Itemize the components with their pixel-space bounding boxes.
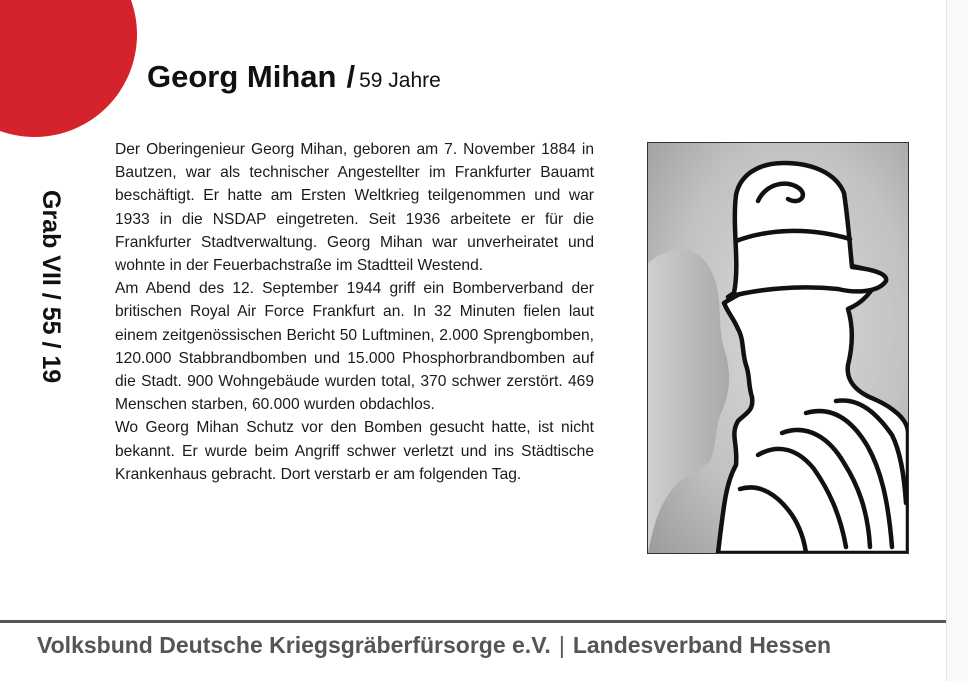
biography-paragraph: Der Oberingenieur Georg Mihan, geboren am 7. November 1884 in Bautzen, war als technischer Angestellter im Frankfurter Bauamt beschäftigt. Er hatte am Ersten Weltkrieg teilgenommen und war 1933 in die NSDAP eingetreten. Seit 1936 arbeitete er für die Frankfurter Stadtverwaltung. Georg Mihan war unverheiratet und wohnte in der Feuerbachstraße im Stadtteil Westend.	[115, 141, 594, 275]
title-separator: /	[346, 59, 356, 94]
footer-rule	[0, 620, 946, 623]
red-circle-decoration	[0, 0, 137, 137]
silhouette-hat-illustration-icon	[648, 143, 908, 553]
grave-label: Grab VII / 55 / 19	[37, 190, 65, 384]
footer	[37, 632, 831, 659]
person-age: 59 Jahre	[359, 69, 441, 92]
portrait-illustration	[647, 142, 909, 554]
biography-paragraph: Wo Georg Mihan Schutz vor den Bomben gesucht hatte, ist nicht bekannt. Er wurde beim Angriff schwer verletzt und ins Städtische Krankenhaus gebracht. Dort verstarb er am folgenden Tag.	[115, 419, 594, 483]
person-name: Georg Mihan	[147, 59, 337, 94]
footer-divider: |	[558, 632, 565, 658]
page-edge	[946, 0, 968, 681]
biography-paragraph: Am Abend des 12. September 1944 griff ein Bomberverband der britischen Royal Air Force Frankfurt an. In 32 Minuten fielen laut einem zeitgenössischen Bericht 50 Luftminen, 2.000 Sprengbomben, 120.000 Stabbrandbomben und 15.000 Phosphorbrandbomben auf die Stadt. 900 Wohngebäude wurden total, 370 schwer zerstört. 469 Menschen starben, 60.000 wurden obdachlos.	[115, 280, 594, 414]
footer-branch: Landesverband Hessen	[572, 632, 832, 658]
page-title	[147, 58, 441, 95]
biography-text	[115, 138, 594, 486]
footer-organization: Volksbund Deutsche Kriegsgräberfürsorge e.V.	[37, 632, 551, 658]
